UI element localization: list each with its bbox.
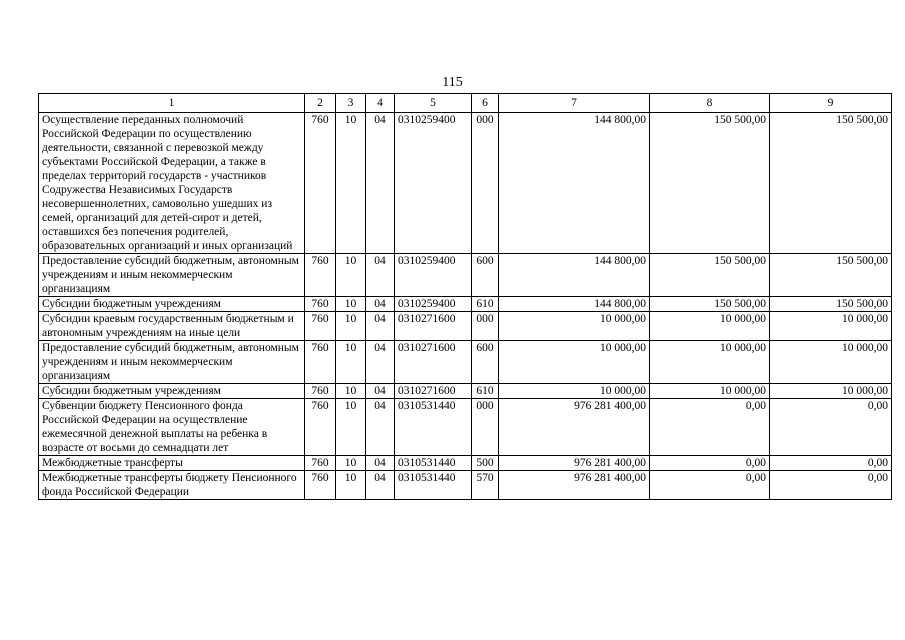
cell-col4: 04 [366, 297, 395, 312]
cell-col5: 0310531440 [395, 471, 472, 500]
cell-col2: 760 [305, 456, 336, 471]
cell-col4: 04 [366, 113, 395, 254]
cell-amount-col9: 0,00 [770, 471, 892, 500]
column-header: 1 [39, 94, 305, 113]
cell-col6: 000 [472, 399, 499, 456]
column-header: 6 [472, 94, 499, 113]
table-row [39, 399, 892, 456]
row-name: Субсидии бюджетным учреждениям [39, 384, 305, 399]
table-row [39, 312, 892, 341]
row-name: Предоставление субсидий бюджетным, автономным учреждениям и иным некоммерческим организациям [39, 254, 305, 297]
header-row [39, 94, 892, 113]
cell-col3: 10 [336, 312, 366, 341]
table-row [39, 254, 892, 297]
cell-col3: 10 [336, 471, 366, 500]
cell-col5: 0310271600 [395, 341, 472, 384]
cell-col2: 760 [305, 471, 336, 500]
row-name: Субсидии краевым государственным бюджетным и автономным учреждениям на иные цели [39, 312, 305, 341]
cell-col4: 04 [366, 384, 395, 399]
row-name: Осуществление переданных полномочий Российской Федерации по осуществлению деятельности, связанной с перевозкой между субъектами Российской Федерации, а также в пределах территорий государств - участников Содружества Независимых Государств несовершеннолетних, самовольно ушедших из семей, организаций для детей-сирот и детей, оставшихся без попечения родителей, образовательных организаций и иных организаций [39, 113, 305, 254]
table-row [39, 456, 892, 471]
cell-amount-col8: 10 000,00 [650, 384, 770, 399]
cell-col6: 610 [472, 297, 499, 312]
cell-amount-col8: 150 500,00 [650, 297, 770, 312]
page-number: 115 [442, 75, 463, 90]
cell-col3: 10 [336, 254, 366, 297]
budget-table [38, 93, 892, 500]
cell-col4: 04 [366, 254, 395, 297]
cell-col3: 10 [336, 297, 366, 312]
row-name: Субсидии бюджетным учреждениям [39, 297, 305, 312]
column-header: 8 [650, 94, 770, 113]
cell-amount-col9: 10 000,00 [770, 341, 892, 384]
cell-col6: 500 [472, 456, 499, 471]
cell-col3: 10 [336, 399, 366, 456]
cell-col6: 600 [472, 341, 499, 384]
column-header: 5 [395, 94, 472, 113]
table-row [39, 113, 892, 254]
cell-col4: 04 [366, 456, 395, 471]
cell-col6: 000 [472, 113, 499, 254]
cell-col6: 570 [472, 471, 499, 500]
cell-col3: 10 [336, 113, 366, 254]
row-name: Межбюджетные трансферты [39, 456, 305, 471]
cell-col6: 600 [472, 254, 499, 297]
cell-col5: 0310259400 [395, 297, 472, 312]
cell-col4: 04 [366, 471, 395, 500]
cell-amount-col8: 10 000,00 [650, 341, 770, 384]
cell-amount-col9: 10 000,00 [770, 384, 892, 399]
cell-amount-col7: 976 281 400,00 [499, 399, 650, 456]
table-row [39, 384, 892, 399]
cell-col4: 04 [366, 399, 395, 456]
cell-col2: 760 [305, 297, 336, 312]
row-name: Субвенции бюджету Пенсионного фонда Российской Федерации на осуществление ежемесячной денежной выплаты на ребенка в возрасте от восьми до семнадцати лет [39, 399, 305, 456]
cell-amount-col8: 10 000,00 [650, 312, 770, 341]
cell-col3: 10 [336, 456, 366, 471]
cell-amount-col8: 0,00 [650, 399, 770, 456]
cell-col4: 04 [366, 312, 395, 341]
cell-col5: 0310259400 [395, 254, 472, 297]
column-header: 4 [366, 94, 395, 113]
cell-amount-col8: 150 500,00 [650, 113, 770, 254]
cell-col2: 760 [305, 312, 336, 341]
cell-col5: 0310271600 [395, 384, 472, 399]
cell-amount-col7: 10 000,00 [499, 312, 650, 341]
column-header: 3 [336, 94, 366, 113]
cell-amount-col7: 144 800,00 [499, 113, 650, 254]
cell-amount-col8: 0,00 [650, 471, 770, 500]
cell-amount-col8: 0,00 [650, 456, 770, 471]
cell-col4: 04 [366, 341, 395, 384]
column-header: 2 [305, 94, 336, 113]
cell-amount-col9: 150 500,00 [770, 297, 892, 312]
cell-col2: 760 [305, 399, 336, 456]
row-name: Межбюджетные трансферты бюджету Пенсионного фонда Российской Федерации [39, 471, 305, 500]
cell-col2: 760 [305, 113, 336, 254]
cell-amount-col7: 976 281 400,00 [499, 471, 650, 500]
column-header: 7 [499, 94, 650, 113]
cell-col5: 0310259400 [395, 113, 472, 254]
cell-amount-col7: 10 000,00 [499, 341, 650, 384]
table-row [39, 471, 892, 500]
cell-col3: 10 [336, 384, 366, 399]
row-name: Предоставление субсидий бюджетным, автономным учреждениям и иным некоммерческим организациям [39, 341, 305, 384]
cell-amount-col7: 10 000,00 [499, 384, 650, 399]
cell-amount-col8: 150 500,00 [650, 254, 770, 297]
cell-col2: 760 [305, 341, 336, 384]
column-header: 9 [770, 94, 892, 113]
cell-col2: 760 [305, 384, 336, 399]
cell-amount-col9: 150 500,00 [770, 113, 892, 254]
cell-col6: 000 [472, 312, 499, 341]
cell-col2: 760 [305, 254, 336, 297]
table-row [39, 297, 892, 312]
cell-col5: 0310531440 [395, 456, 472, 471]
cell-col5: 0310531440 [395, 399, 472, 456]
cell-amount-col9: 0,00 [770, 456, 892, 471]
cell-amount-col9: 0,00 [770, 399, 892, 456]
cell-col6: 610 [472, 384, 499, 399]
cell-amount-col7: 144 800,00 [499, 254, 650, 297]
cell-amount-col7: 144 800,00 [499, 297, 650, 312]
cell-col3: 10 [336, 341, 366, 384]
cell-col5: 0310271600 [395, 312, 472, 341]
cell-amount-col9: 10 000,00 [770, 312, 892, 341]
cell-amount-col7: 976 281 400,00 [499, 456, 650, 471]
table-row [39, 341, 892, 384]
cell-amount-col9: 150 500,00 [770, 254, 892, 297]
